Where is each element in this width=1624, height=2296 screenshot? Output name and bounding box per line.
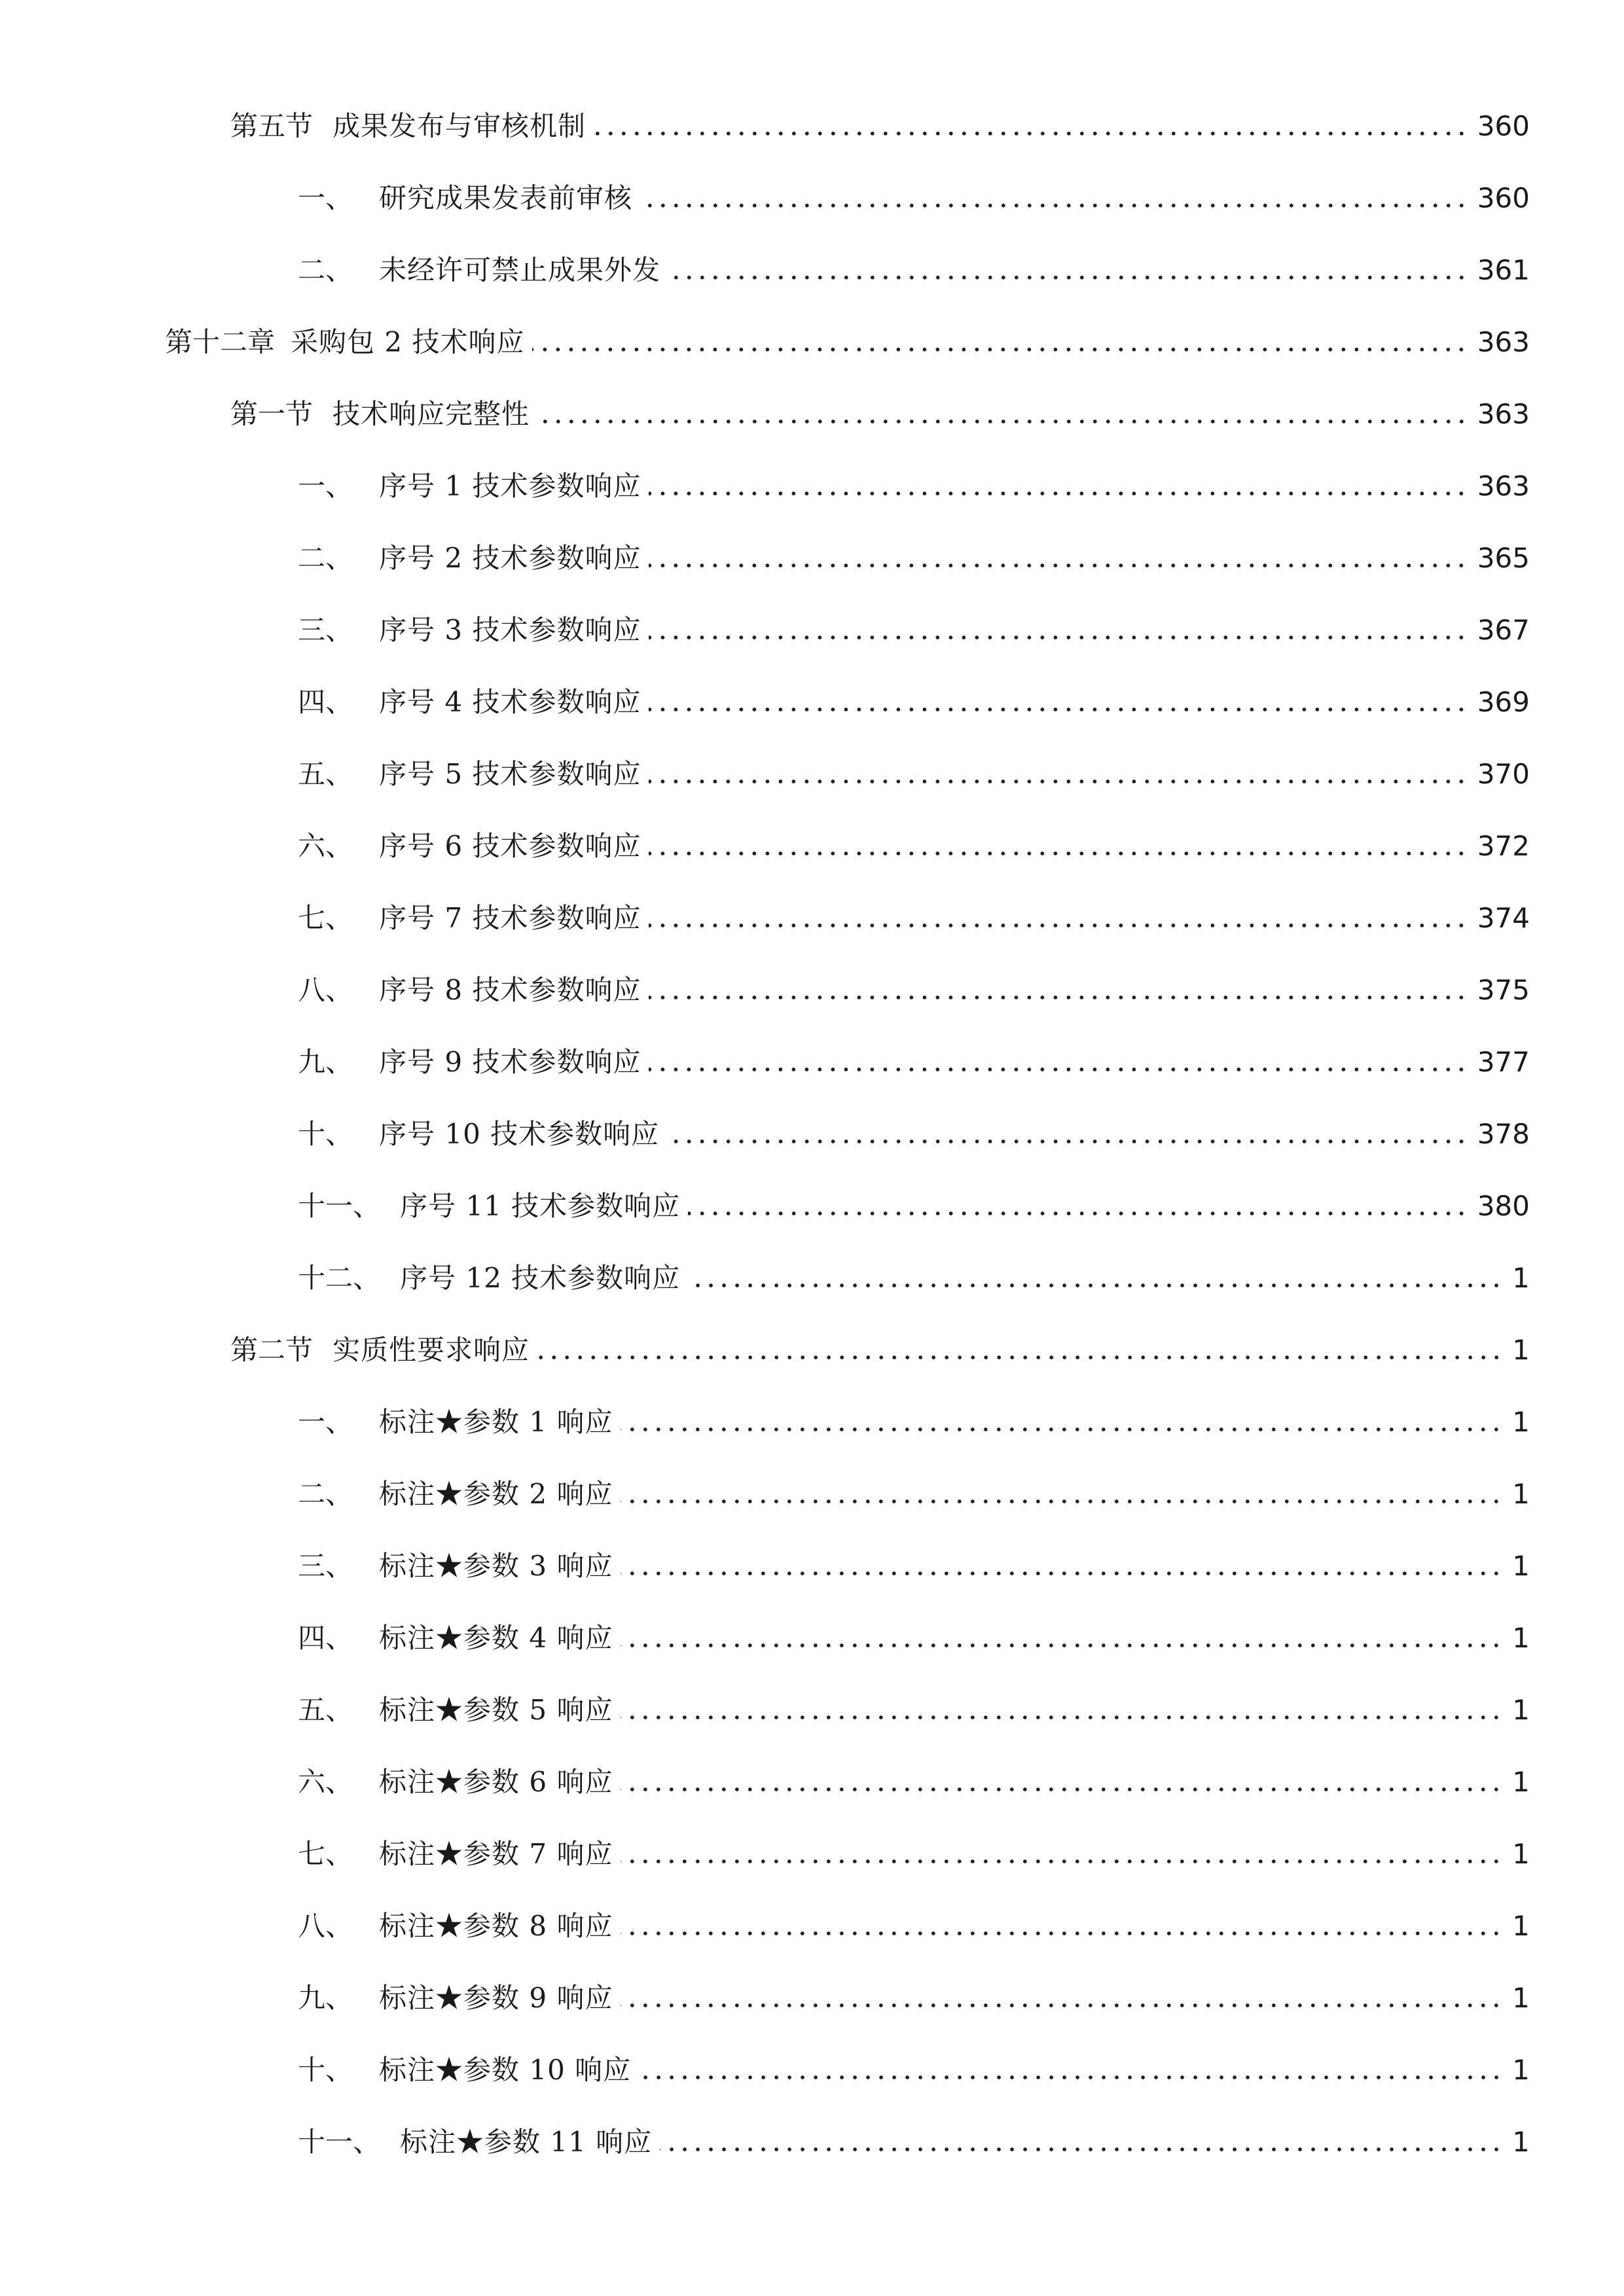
toc-entry-item[interactable] [298,526,1530,578]
toc-entry-page: 372 [1477,830,1530,862]
toc-entry-number: 十二、 [298,1262,381,1294]
dot-leader [649,562,1468,569]
dot-leader [660,2146,1503,2153]
toc-entry-item[interactable] [298,1030,1530,1082]
toc-entry-title: 序号 9 技术参数响应 [379,1046,641,1078]
toc-entry-title: 标注★参数 11 响应 [400,2126,653,2158]
toc-entry-number: 二、 [298,1478,353,1510]
toc-entry-number: 一、 [298,1406,353,1438]
toc-entry-item[interactable] [298,886,1530,938]
dot-leader [621,1786,1503,1793]
dot-leader [639,2074,1503,2081]
toc-entry-page: 360 [1477,110,1530,142]
toc-entry-section[interactable] [230,382,1530,434]
toc-entry-number: 八、 [298,974,353,1006]
dot-leader [640,202,1468,209]
toc-entry-page: 365 [1477,542,1530,574]
toc-entry-number: 四、 [298,1622,353,1654]
toc-entry-item[interactable] [298,1965,1530,2018]
toc-entry-page: 377 [1477,1046,1530,1078]
toc-entry-title: 标注★参数 7 响应 [379,1838,613,1870]
toc-entry-number: 七、 [298,902,353,934]
dot-leader [649,922,1468,929]
toc-entry-title: 序号 1 技术参数响应 [379,470,641,502]
dot-leader [537,1354,1503,1361]
toc-entry-number: 五、 [298,758,353,790]
dot-leader [667,1138,1468,1145]
toc-entry-item[interactable] [298,1246,1530,1298]
toc-entry-item[interactable] [298,2037,1530,2090]
dot-leader [621,1498,1503,1505]
dot-leader [668,274,1468,281]
dot-leader [649,850,1468,857]
toc-entry-title: 标注★参数 6 响应 [379,1766,613,1798]
toc-entry-page: 360 [1477,182,1530,214]
toc-entry-page: 1 [1512,1766,1530,1798]
toc-entry-item[interactable] [298,2109,1530,2162]
toc-entry-page: 1 [1512,1262,1530,1294]
toc-entry-number: 三、 [298,614,353,646]
toc-entry-section[interactable] [230,1318,1530,1370]
toc-entry-number: 十一、 [298,1190,381,1222]
toc-entry-number: 一、 [298,470,353,502]
dot-leader [649,634,1468,641]
toc-entry-title: 未经许可禁止成果外发 [379,254,661,286]
toc-entry-item[interactable] [298,166,1530,218]
toc-entry-page: 1 [1512,1838,1530,1870]
dot-leader [688,1210,1468,1217]
toc-entry-item[interactable] [298,454,1530,506]
dot-leader [649,778,1468,785]
toc-entry-title: 标注★参数 2 响应 [379,1478,613,1510]
toc-entry-page: 378 [1477,1118,1530,1150]
dot-leader [621,1426,1503,1433]
toc-entry-number: 一、 [298,182,353,214]
toc-entry-number: 二、 [298,254,353,286]
toc-entry-number: 九、 [298,1046,353,1078]
toc-entry-number: 第一节 [230,398,314,430]
toc-entry-title: 标注★参数 10 响应 [379,2054,632,2086]
toc-entry-page: 367 [1477,614,1530,646]
toc-entry-item[interactable] [298,1821,1530,1874]
toc-entry-item[interactable] [298,1605,1530,1658]
toc-entry-title: 标注★参数 9 响应 [379,1982,613,2014]
toc-entry-item[interactable] [298,598,1530,650]
toc-entry-item[interactable] [298,742,1530,794]
toc-entry-number: 七、 [298,1838,353,1870]
dot-leader [649,490,1468,497]
toc-entry-page: 374 [1477,902,1530,934]
toc-entry-title: 序号 8 技术参数响应 [379,974,641,1006]
toc-entry-item[interactable] [298,1174,1530,1226]
toc-entry-page: 1 [1512,2126,1530,2158]
toc-entry-title: 采购包 2 技术响应 [291,326,525,358]
toc-entry-title: 标注★参数 3 响应 [379,1550,613,1582]
dot-leader [594,130,1468,137]
dot-leader [621,1714,1503,1721]
dot-leader [537,418,1468,425]
toc-entry-page: 1 [1512,1334,1530,1366]
toc-entry-item[interactable] [298,1534,1530,1586]
toc-entry-title: 成果发布与审核机制 [333,110,586,142]
toc-entry-title: 序号 10 技术参数响应 [379,1118,660,1150]
toc-entry-title: 序号 3 技术参数响应 [379,614,641,646]
toc-entry-item[interactable] [298,814,1530,866]
toc-entry-page: 1 [1512,1910,1530,1942]
dot-leader [621,1858,1503,1865]
toc-entry-item[interactable] [298,670,1530,722]
dot-leader [621,2002,1503,2009]
dot-leader [621,1642,1503,1649]
toc-entry-page: 369 [1477,686,1530,718]
toc-entry-page: 375 [1477,974,1530,1006]
toc-entry-number: 五、 [298,1694,353,1726]
toc-entry-title: 实质性要求响应 [333,1334,530,1366]
toc-entry-title: 序号 6 技术参数响应 [379,830,641,862]
toc-entry-title: 序号 2 技术参数响应 [379,542,641,574]
toc-entry-page: 1 [1512,1406,1530,1438]
toc-entry-number: 第十二章 [165,326,276,358]
toc-entry-number: 十一、 [298,2126,381,2158]
toc-entry-number: 四、 [298,686,353,718]
toc-entry-title: 序号 7 技术参数响应 [379,902,641,934]
toc-entry-title: 序号 12 技术参数响应 [400,1262,681,1294]
toc-entry-title: 标注★参数 4 响应 [379,1622,613,1654]
toc-entry-chapter[interactable] [165,310,1530,362]
toc-entry-title: 序号 11 技术参数响应 [400,1190,681,1222]
toc-entry-title: 技术响应完整性 [333,398,530,430]
toc-entry-page: 380 [1477,1190,1530,1222]
toc-entry-page: 363 [1477,326,1530,358]
toc-entry-item[interactable] [298,1390,1530,1442]
toc-entry-page: 1 [1512,1622,1530,1654]
toc-entry-title: 序号 5 技术参数响应 [379,758,641,790]
toc-entry-page: 370 [1477,758,1530,790]
toc-entry-number: 十、 [298,1118,353,1150]
toc-entry-page: 363 [1477,398,1530,430]
dot-leader [688,1282,1503,1289]
dot-leader [649,1066,1468,1073]
dot-leader [649,706,1468,713]
dot-leader [649,994,1468,1001]
toc-entry-number: 第二节 [230,1334,314,1366]
dot-leader [621,1570,1503,1577]
toc-entry-title: 标注★参数 1 响应 [379,1406,613,1438]
toc-entry-page: 1 [1512,1478,1530,1510]
toc-entry-title: 标注★参数 8 响应 [379,1910,613,1942]
toc-entry-section[interactable] [230,94,1530,146]
toc-entry-item[interactable] [298,1102,1530,1154]
toc-entry-item[interactable] [298,1893,1530,1946]
toc-entry-number: 六、 [298,1766,353,1798]
toc-entry-title: 标注★参数 5 响应 [379,1694,613,1726]
toc-entry-number: 六、 [298,830,353,862]
toc-entry-number: 二、 [298,542,353,574]
toc-entry-item[interactable] [298,1749,1530,1802]
toc-entry-title: 研究成果发表前审核 [379,182,633,214]
toc-entry-title: 序号 4 技术参数响应 [379,686,641,718]
toc-entry-page: 1 [1512,1982,1530,2014]
toc-entry-page: 1 [1512,2054,1530,2086]
toc-entry-page: 361 [1477,254,1530,286]
toc-entry-item[interactable] [298,958,1530,1010]
toc-entry-page: 363 [1477,470,1530,502]
toc-entry-item[interactable] [298,238,1530,290]
toc-entry-number: 第五节 [230,110,314,142]
dot-leader [621,1930,1503,1937]
dot-leader [532,346,1468,353]
toc-entry-number: 八、 [298,1910,353,1942]
toc-entry-item[interactable] [298,1677,1530,1730]
toc-entry-number: 三、 [298,1550,353,1582]
toc-entry-number: 九、 [298,1982,353,2014]
toc-entry-number: 十、 [298,2054,353,2086]
toc-entry-page: 1 [1512,1694,1530,1726]
toc-entry-page: 1 [1512,1550,1530,1582]
toc-entry-item[interactable] [298,1462,1530,1514]
